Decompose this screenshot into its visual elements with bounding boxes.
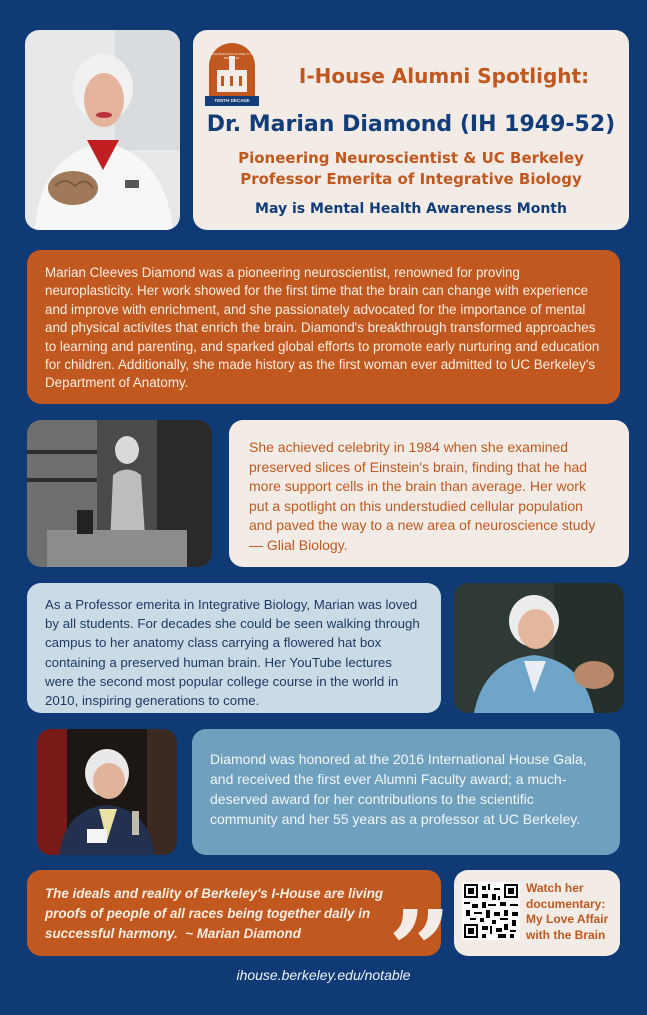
spotlight-title: I-House Alumni Spotlight:	[298, 64, 590, 88]
qr-code-icon[interactable]	[462, 882, 520, 940]
quote-card	[27, 870, 441, 956]
header-card	[193, 30, 629, 230]
einstein-card	[229, 420, 629, 567]
professor-card	[27, 583, 441, 713]
quote-mark-icon: ”	[388, 886, 452, 1015]
lecture-photo	[454, 583, 624, 713]
einstein-paragraph: She achieved celebrity in 1984 when she examined preserved slices of Einstein's brain, finding that he had more support cells in the brain than average. Her work put a spotlight on this understudied cellular population and paved the way to a new area of neuroscience study — Glial Biology.	[249, 439, 596, 553]
professor-paragraph: As a Professor emerita in Integrative Biology, Marian was loved by all students. For decades she could be seen walking through campus to her anatomy class carrying a flowered hat box containing a preserved human brain. Her YouTube lectures were the second most popular college course in the world in 2010, inspiring generations to come.	[45, 597, 420, 709]
subtitle-line-1: Pioneering Neuroscientist & UC Berkeley	[238, 149, 584, 167]
honor-paragraph: Diamond was honored at the 2016 International House Gala, and received the first ever Alumni Faculty award; a much-deserved award for her contributions to the scientific community and her 55 years as a professor at UC Berkeley.	[210, 751, 587, 827]
quote-block	[45, 884, 423, 944]
footer-url-link[interactable]: ihouse.berkeley.edu/notable	[236, 967, 411, 983]
portrait-photo	[25, 30, 180, 230]
documentary-line-4: with the Brain	[526, 927, 606, 942]
awareness-month: May is Mental Health Awareness Month	[255, 201, 567, 217]
bio-card	[27, 250, 620, 404]
gala-photo	[37, 729, 177, 855]
documentary-line-1: Watch her	[526, 881, 584, 895]
quote-text: The ideals and reality of Berkeley's I-House are living proofs of people of all races being together daily in successful harmony.	[45, 886, 384, 941]
documentary-line-3: My Love Affair	[526, 912, 609, 926]
lab-photo	[27, 420, 212, 567]
documentary-text[interactable]	[526, 881, 618, 943]
bio-paragraph: Marian Cleeves Diamond was a pioneering neuroscientist, renowned for proving neuroplasticity. Her work showed for the first time that the brain can change with experience and improve with enrichment, and she passionately advocated for the importance of mental and physical activites that enrich the brain. Diamond's breakthrough transformed approaches to learning and parenting, and sparked global efforts to promote early nurturing and education for children. Additionally, she made history as the first woman ever admitted to UC Berkeley's Department of Anatomy.	[45, 265, 600, 391]
honor-card	[192, 729, 620, 855]
honoree-name: Dr. Marian Diamond (IH 1949-52)	[206, 112, 616, 137]
logo-text: INTERNATIONAL HOUSE AT UC BERKELEY	[209, 52, 255, 60]
quote-attribution: ~ Marian Diamond	[185, 926, 301, 941]
documentary-line-2: documentary:	[526, 896, 606, 911]
documentary-card[interactable]	[454, 870, 620, 956]
logo-ribbon-text: TENTH DECADE	[214, 98, 250, 103]
subtitle-line-2: Professor Emerita of Integrative Biology	[240, 170, 582, 188]
